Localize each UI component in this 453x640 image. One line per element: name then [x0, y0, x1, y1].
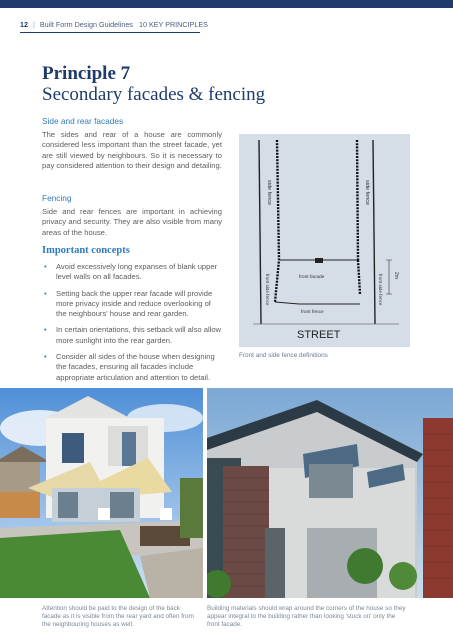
list-item: • In certain orientations, this setback will also allow more sunlight into the rear garden.: [44, 325, 222, 345]
side-house-photo: [207, 388, 453, 598]
label-street: STREET: [297, 329, 341, 341]
rear-house-photo: [0, 388, 203, 598]
side-house-illustration: [207, 388, 453, 598]
rear-photo-caption: Attention should be paid to the design of the back facade as it is visible from the rear yard and often from the neighbouring houses as well.: [42, 605, 194, 629]
label-front-facade: front facade: [299, 275, 325, 280]
list-item: • Avoid excessively long expanses of blank upper level walls on all facades.: [44, 262, 218, 282]
section-tag: 10 KEY PRINCIPLES: [138, 20, 208, 29]
fence-diagram-drawing: [239, 134, 410, 347]
diagram-caption: Front and side fence definitions: [239, 352, 328, 359]
label-front-side-fence-left: front side fence: [265, 274, 270, 306]
document-title: Built Form Design Guidelines: [39, 20, 133, 29]
list-item: • Setting back the upper rear facade will provide more privacy inside and reduce overlooking of the neighbours' house and rear garden.: [44, 288, 213, 319]
fence-diagram: [239, 134, 410, 347]
bullet-icon: •: [44, 352, 47, 362]
fencing-paragraph: Side and rear fences are important in achieving privacy and security. They are also visible from many areas of the house.: [42, 207, 222, 237]
page-number: 12: [20, 20, 28, 29]
top-color-bar: [0, 0, 453, 8]
label-front-side-fence-right: front side fence: [378, 274, 383, 306]
bullet-icon: •: [44, 262, 47, 271]
label-dimension: 2m: [393, 272, 399, 279]
page-title: [42, 63, 265, 105]
side-rear-heading: Side and rear facades: [42, 116, 124, 126]
principle-name: Secondary facades & fencing: [42, 84, 266, 105]
label-front-fence: front fence: [301, 310, 324, 315]
label-side-fence-right: side fence: [364, 180, 370, 206]
principle-number: Principle 7: [42, 63, 131, 84]
concepts-heading: Important concepts: [42, 245, 130, 256]
concepts-list: [42, 262, 222, 389]
bullet-icon: •: [44, 325, 47, 335]
list-item: • Consider all sides of the house when designing the facades, ensuring all facades include appropriate articulation and attention to detail.: [44, 352, 215, 382]
bullet-icon: •: [44, 288, 47, 298]
header-separator: |: [33, 20, 35, 29]
fencing-heading: Fencing: [42, 193, 72, 203]
header-rule: [20, 32, 200, 33]
rear-house-illustration: [0, 388, 203, 598]
running-header: [20, 20, 208, 29]
side-rear-paragraph: The sides and rear of a house are commonly considered less important than the street facade, yet are still viewed by neighbours. So it is necessary to pay considered attention to their design and detailing.: [42, 130, 222, 170]
label-side-fence-left: side fence: [266, 180, 272, 206]
side-photo-caption: Building materials should wrap around the corners of the house so they appear integral to the building rather than looking 'stuck on' only the front facade.: [207, 605, 406, 629]
